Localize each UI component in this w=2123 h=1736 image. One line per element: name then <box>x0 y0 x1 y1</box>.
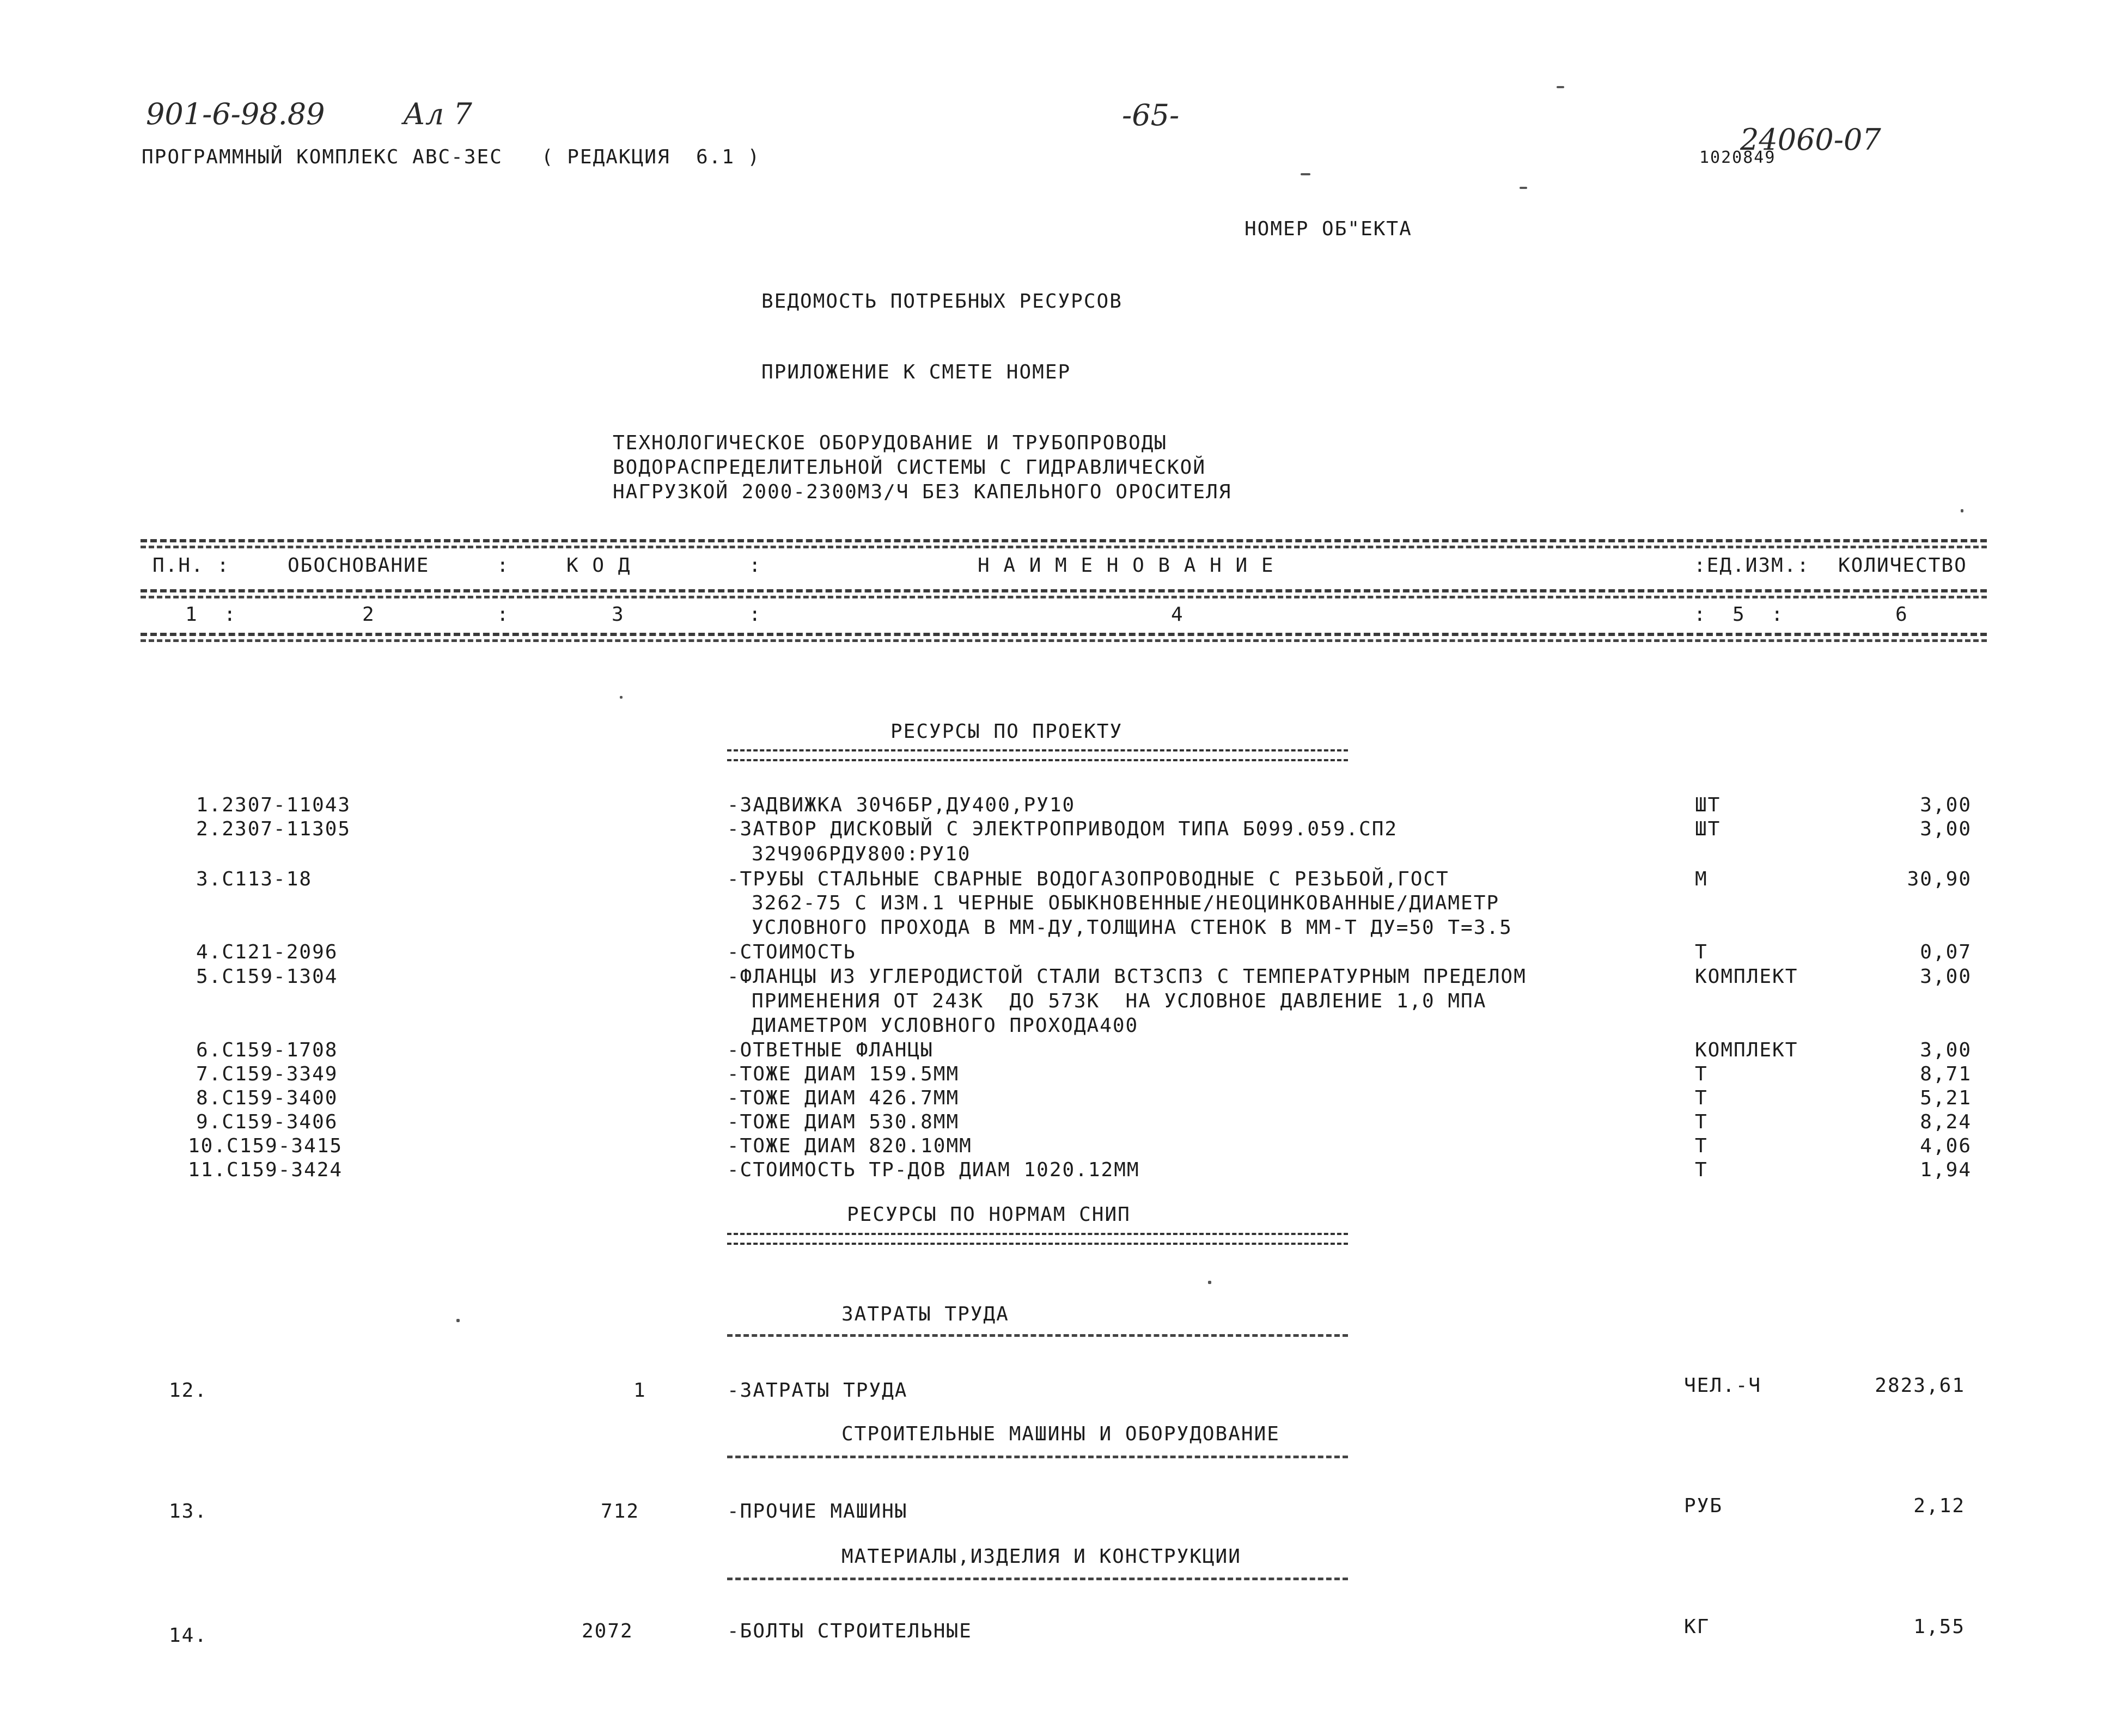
row-number: 6.С159-1708 <box>196 1039 338 1061</box>
row-unit: Т <box>1695 1135 1708 1157</box>
row-name: -ТОЖЕ ДИАМ 820.10ММ <box>727 1135 972 1157</box>
row-name: -ЗАТРАТЫ ТРУДА <box>727 1379 908 1402</box>
row-number: 8.С159-3400 <box>196 1087 338 1109</box>
row-qty: 3,00 <box>1920 1039 1972 1061</box>
handwritten-page-number: -65- <box>1122 98 1180 132</box>
row-name: -ПРОЧИЕ МАШИНЫ <box>727 1500 908 1523</box>
row-name: -ЗАТВОР ДИСКОВЫЙ С ЭЛЕКТРОПРИВОДОМ ТИПА Б099.059.СП2 <box>727 818 1398 840</box>
row-number: 14. <box>169 1624 208 1647</box>
row-unit: Т <box>1695 941 1708 963</box>
row-qty: 0,07 <box>1920 941 1972 963</box>
row-name: -ТРУБЫ СТАЛЬНЫЕ СВАРНЫЕ ВОДОГАЗОПРОВОДНЫЕ С РЕЗЬБОЙ,ГОСТ <box>727 868 1449 890</box>
section-labor-underline <box>727 1334 1348 1337</box>
description-line-2: ВОДОРАСПРЕДЕЛИТЕЛЬНОЙ СИСТЕМЫ С ГИДРАВЛИЧЕСКОЙ <box>613 456 1206 479</box>
table-top-rule <box>141 539 1987 542</box>
row-number: 12. <box>169 1379 208 1402</box>
row-name: -ОТВЕТНЫЕ ФЛАНЦЫ <box>727 1039 934 1061</box>
section-machines-title: СТРОИТЕЛЬНЫЕ МАШИНЫ И ОБОРУДОВАНИЕ <box>841 1423 1280 1445</box>
row-name: -СТОИМОСТЬ <box>727 941 856 963</box>
handwritten-right-code: 24060-07 <box>1740 123 1881 157</box>
row-unit: Т <box>1695 1159 1708 1181</box>
scan-speck <box>1208 1281 1211 1284</box>
row-unit: ШТ <box>1695 818 1721 840</box>
row-qty: 8,24 <box>1920 1111 1972 1133</box>
row-number: 9.С159-3406 <box>196 1111 338 1133</box>
row-qty: 1,55 <box>1913 1616 1965 1638</box>
row-number: 13. <box>169 1500 208 1523</box>
scan-speck <box>456 1319 460 1322</box>
handwritten-album: Ал 7 <box>403 97 472 131</box>
scan-speck <box>1961 509 1963 512</box>
row-unit: ШТ <box>1695 794 1721 816</box>
row-unit: РУБ <box>1684 1495 1723 1517</box>
col-number-2: 2 <box>362 603 375 626</box>
row-unit: ЧЕЛ.-Ч <box>1684 1374 1762 1397</box>
row-qty: 5,21 <box>1920 1087 1972 1109</box>
section-snip-underline <box>727 1233 1348 1245</box>
row-number: 5.С159-1304 <box>196 965 338 988</box>
col-header-sep-1: : <box>497 554 510 577</box>
section-machines-underline <box>727 1456 1348 1458</box>
row-qty: 2823,61 <box>1875 1374 1965 1397</box>
row-qty: 3,00 <box>1920 794 1972 816</box>
row-name-cont: ПРИМЕНЕНИЯ ОТ 243К ДО 573К НА УСЛОВНОЕ ДАВЛЕНИЕ 1,0 МПА <box>752 990 1487 1012</box>
row-qty: 3,00 <box>1920 818 1972 840</box>
col-number-5: : 5 : <box>1694 603 1784 626</box>
scan-speck <box>1301 173 1310 175</box>
col-header-basis: ОБОСНОВАНИЕ <box>288 554 430 577</box>
section-snip-title: РЕСУРСЫ ПО НОРМАМ СНИП <box>847 1203 1131 1226</box>
row-unit: М <box>1695 868 1708 890</box>
row-unit: КОМПЛЕКТ <box>1695 1039 1798 1061</box>
row-code: 2072 <box>582 1620 633 1642</box>
col-header-name: Н А И М Е Н О В А Н И Е <box>978 554 1274 577</box>
row-qty: 3,00 <box>1920 965 1972 988</box>
program-title: ПРОГРАММНЫЙ КОМПЛЕКС АВС-3ЕС ( РЕДАКЦИЯ 6.1 ) <box>142 146 761 168</box>
row-unit: КГ <box>1684 1616 1710 1638</box>
row-number: 11.С159-3424 <box>188 1159 343 1181</box>
row-unit: КОМПЛЕКТ <box>1695 965 1798 988</box>
description-line-1: ТЕХНОЛОГИЧЕСКОЕ ОБОРУДОВАНИЕ И ТРУБОПРОВОДЫ <box>613 432 1167 454</box>
table-bottom-rule <box>141 633 1987 636</box>
row-name: -БОЛТЫ СТРОИТЕЛЬНЫЕ <box>727 1620 972 1642</box>
col-number-4: 4 <box>1171 603 1184 626</box>
row-number: 1.2307-11043 <box>196 794 351 816</box>
row-number: 2.2307-11305 <box>196 818 351 840</box>
col-header-unit: :ЕД.ИЗМ.: <box>1694 554 1810 577</box>
row-name-cont: 3262-75 С ИЗМ.1 ЧЕРНЫЕ ОБЫКНОВЕННЫЕ/НЕОЦИНКОВАННЫЕ/ДИАМЕТР <box>752 892 1500 914</box>
row-qty: 1,94 <box>1920 1159 1972 1181</box>
row-qty: 30,90 <box>1907 868 1972 890</box>
handwritten-doc-code: 901-6-98.89 <box>146 97 325 131</box>
row-qty: 2,12 <box>1913 1495 1965 1517</box>
row-number: 7.С159-3349 <box>196 1063 338 1085</box>
row-name: -ЗАДВИЖКА 30Ч6БР,ДУ400,РУ10 <box>727 794 1076 816</box>
row-number: 4.С121-2096 <box>196 941 338 963</box>
scan-speck <box>1557 86 1564 88</box>
printed-number: 1020849 <box>1699 148 1776 167</box>
section-project-underline <box>727 749 1348 761</box>
col-number-1: 1 : <box>185 603 237 626</box>
table-mid-rule-2 <box>141 596 1987 598</box>
col-number-3: 3 <box>612 603 625 626</box>
col-number-6: 6 <box>1895 603 1908 626</box>
section-materials-underline <box>727 1578 1348 1580</box>
section-labor-title: ЗАТРАТЫ ТРУДА <box>841 1303 1009 1325</box>
row-name-cont: 32Ч906РДУ800:РУ10 <box>752 843 971 865</box>
document-subtitle: ПРИЛОЖЕНИЕ К СМЕТЕ НОМЕР <box>761 361 1071 383</box>
table-top-rule-2 <box>141 546 1987 548</box>
row-code: 1 <box>633 1379 646 1402</box>
col-header-qty: КОЛИЧЕСТВО <box>1838 554 1967 577</box>
scan-speck <box>1520 187 1527 189</box>
row-number: 10.С159-3415 <box>188 1135 343 1157</box>
row-name-cont: УСЛОВНОГО ПРОХОДА В ММ-ДУ,ТОЛЩИНА СТЕНОК В ММ-Т ДУ=50 Т=3.5 <box>752 916 1512 939</box>
row-name: -СТОИМОСТЬ ТР-ДОВ ДИАМ 1020.12ММ <box>727 1159 1140 1181</box>
document-title: ВЕДОМОСТЬ ПОТРЕБНЫХ РЕСУРСОВ <box>761 290 1122 313</box>
row-number: 3.С113-18 <box>196 868 313 890</box>
section-project-title: РЕСУРСЫ ПО ПРОЕКТУ <box>890 720 1123 743</box>
row-name: -ТОЖЕ ДИАМ 426.7ММ <box>727 1087 960 1109</box>
table-mid-rule <box>141 589 1987 592</box>
row-qty: 4,06 <box>1920 1135 1972 1157</box>
table-bottom-rule-2 <box>141 639 1987 642</box>
scan-speck <box>620 696 623 699</box>
col-header-sep-2: : <box>749 554 762 577</box>
section-materials-title: МАТЕРИАЛЫ,ИЗДЕЛИЯ И КОНСТРУКЦИИ <box>841 1545 1241 1568</box>
object-number: НОМЕР ОБ"ЕКТА <box>1244 218 1412 240</box>
row-unit: Т <box>1695 1087 1708 1109</box>
col-number-sep-2: : <box>749 603 762 626</box>
row-name: -ТОЖЕ ДИАМ 159.5ММ <box>727 1063 960 1085</box>
col-header-code: К О Д <box>566 554 631 577</box>
row-name: -ТОЖЕ ДИАМ 530.8ММ <box>727 1111 960 1133</box>
row-name: -ФЛАНЦЫ ИЗ УГЛЕРОДИСТОЙ СТАЛИ ВСТ3СП3 С ТЕМПЕРАТУРНЫМ ПРЕДЕЛОМ <box>727 965 1527 988</box>
description-line-3: НАГРУЗКОЙ 2000-2300М3/Ч БЕЗ КАПЕЛЬНОГО ОРОСИТЕЛЯ <box>613 481 1232 503</box>
row-qty: 8,71 <box>1920 1063 1972 1085</box>
col-number-sep-1: : <box>497 603 510 626</box>
col-header-pn: П.Н. : <box>152 554 230 577</box>
row-name-cont: ДИАМЕТРОМ УСЛОВНОГО ПРОХОДА400 <box>752 1014 1139 1037</box>
row-code: 712 <box>601 1500 640 1523</box>
row-unit: Т <box>1695 1063 1708 1085</box>
row-unit: Т <box>1695 1111 1708 1133</box>
